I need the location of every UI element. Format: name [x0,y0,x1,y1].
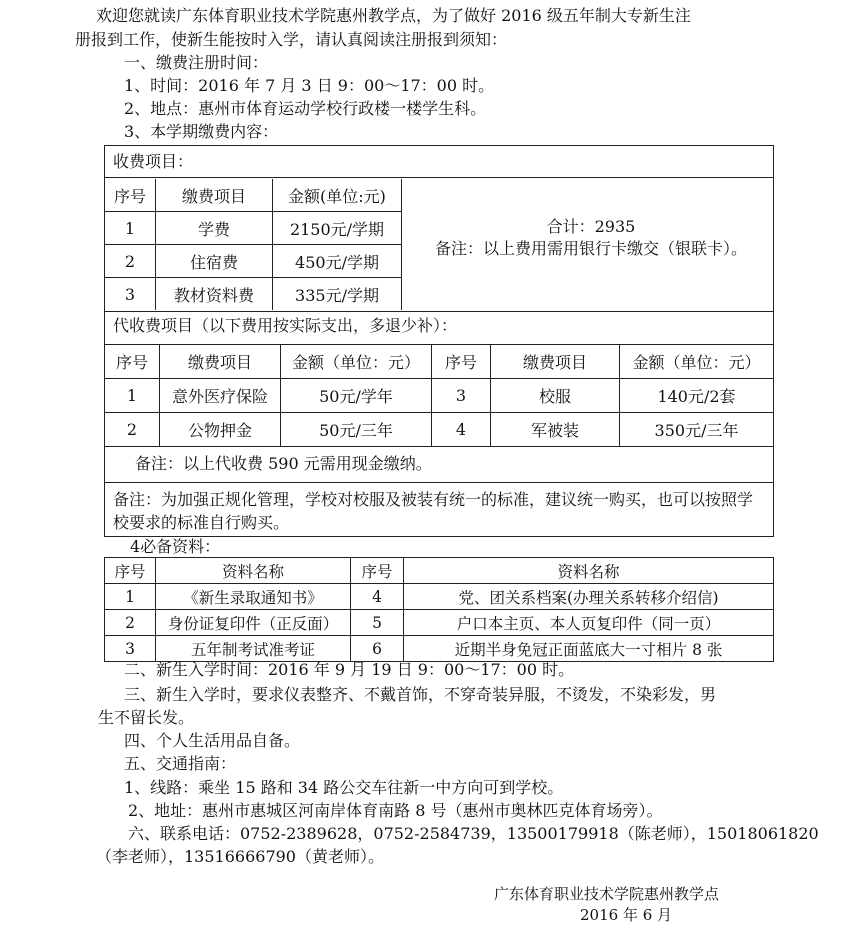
table-cell: 校服 [491,379,620,413]
table-cell: 2 [105,610,156,636]
header-cell: 序号 [351,558,404,584]
table-cell: 140元/2套 [620,379,774,413]
header-cell: 资料名称 [404,558,774,584]
section5-heading: 五、交通指南： [124,754,237,773]
fee-table [105,179,402,310]
header-cell: 序号 [105,558,156,584]
table-cell: 意外医疗保险 [160,379,281,413]
agent-fees-note: 备注：以上代收费 590 元需用现金缴纳。 [135,454,432,473]
intro-line-1: 欢迎您就读广东体育职业技术学院惠州教学点，为了做好 2016 级五年制大专新生注 [96,6,691,25]
table-row [105,278,402,311]
table-cell: 学费 [156,212,273,245]
header-cell: 序号 [105,345,160,379]
header-cell: 缴费项目 [160,345,281,379]
table-cell: 2 [105,245,156,278]
uniform-note: 备注：为加强正规化管理，学校对校服及被装有统一的标准，建议统一购买，也可以按照学校要求的标准自行购买。 [113,490,754,532]
table-header-row [105,345,773,379]
table-cell: 住宿费 [156,245,273,278]
table-cell: 6 [351,636,404,662]
divider [105,311,773,312]
table-row [105,584,774,610]
section3-line-1: 三、新生入学时，要求仪表整齐、不戴首饰，不穿奇装异服，不烫发，不染彩发，男 [124,685,717,704]
table-row [105,245,402,278]
agent-fees-title: 代收费项目（以下费用按实际支出，多退少补）： [113,316,458,335]
section5-address: 2、地址：惠州市惠城区河南岸体育南路 8 号（惠州市奥林匹克体育场旁）。 [128,801,663,820]
table-cell: 4 [432,413,491,447]
fees-note-block [411,216,771,260]
table-cell: 党、团关系档案(办理关系转移介绍信) [404,584,774,610]
table-cell: 350元/三年 [620,413,774,447]
table-cell: 3 [105,636,156,662]
section1-content: 3、本学期缴费内容： [124,122,279,141]
header-cell: 资料名称 [156,558,351,584]
table-cell: 教材资料费 [156,278,273,311]
table-cell: 50元/学年 [281,379,432,413]
signature-date: 2016 年 6 月 [580,906,673,924]
table-cell: 近期半身免冠正面蓝底大一寸相片 8 张 [404,636,774,662]
section6-phones-line-2: （李老师），13516666790（黄老师）。 [96,847,384,866]
fee-box [104,145,774,537]
table-cell: 3 [432,379,491,413]
section1-location: 2、地点：惠州市体育运动学校行政楼一楼学生科。 [124,99,487,118]
section5-route: 1、线路：乘坐 15 路和 34 路公交车往新一中方向可到学校。 [124,778,564,797]
table-cell: 军被装 [491,413,620,447]
table-cell: 450元/学期 [273,245,402,278]
table-cell: 5 [351,610,404,636]
table-row [105,413,773,447]
table-cell: 户口本主页、本人页复印件（同一页） [404,610,774,636]
table-cell: 1 [105,212,156,245]
header-cell: 序号 [432,345,491,379]
section1-heading: 一、缴费注册时间： [124,53,269,72]
fees-title: 收费项目： [113,152,194,171]
table-cell: 《新生录取通知书》 [156,584,351,610]
table-cell: 50元/三年 [281,413,432,447]
signature-org: 广东体育职业技术学院惠州教学点 [494,885,720,903]
table-row [105,636,774,662]
table-cell: 身份证复印件（正反面） [156,610,351,636]
table-row [105,212,402,245]
header-cell: 缴费项目 [156,179,273,212]
table-cell: 3 [105,278,156,311]
divider [105,482,773,483]
fees-total: 合计：2935 [546,217,636,236]
header-cell: 金额（单位：元） [281,345,432,379]
section2-enrollment-time: 二、新生入学时间：2016 年 9 月 19 日 9：00～17：00 时。 [124,660,575,679]
header-cell: 序号 [105,179,156,212]
section6-phones-line-1: 六、联系电话：0752-2389628，0752-2584739，13500179918（陈老师），15018061820 [128,824,819,843]
table-cell: 1 [105,379,160,413]
table-cell: 五年制考试准考证 [156,636,351,662]
table-cell: 4 [351,584,404,610]
fees-note: 备注：以上费用需用银行卡缴交（银联卡）。 [434,239,747,258]
header-cell: 金额（单位：元） [620,345,774,379]
table-row [105,379,773,413]
section3-line-2: 生不留长发。 [98,708,195,727]
documents-table [104,557,774,662]
section1-time: 1、时间：2016 年 7 月 3 日 9：00～17：00 时。 [124,76,495,95]
table-header-row [105,179,402,212]
divider [105,177,773,178]
header-cell: 缴费项目 [491,345,620,379]
table-cell: 2 [105,413,160,447]
section4-supplies: 四、个人生活用品自备。 [124,731,301,750]
documents-title: 4必备资料： [130,537,221,556]
table-row [105,610,774,636]
table-cell: 公物押金 [160,413,281,447]
table-cell: 2150元/学期 [273,212,402,245]
intro-line-2: 册报到工作，使新生能按时入学，请认真阅读注册报到须知： [75,30,508,49]
table-cell: 1 [105,584,156,610]
table-header-row [105,558,774,584]
header-cell: 金额(单位:元) [273,179,402,212]
agent-fee-table [105,344,773,447]
table-cell: 335元/学期 [273,278,402,311]
